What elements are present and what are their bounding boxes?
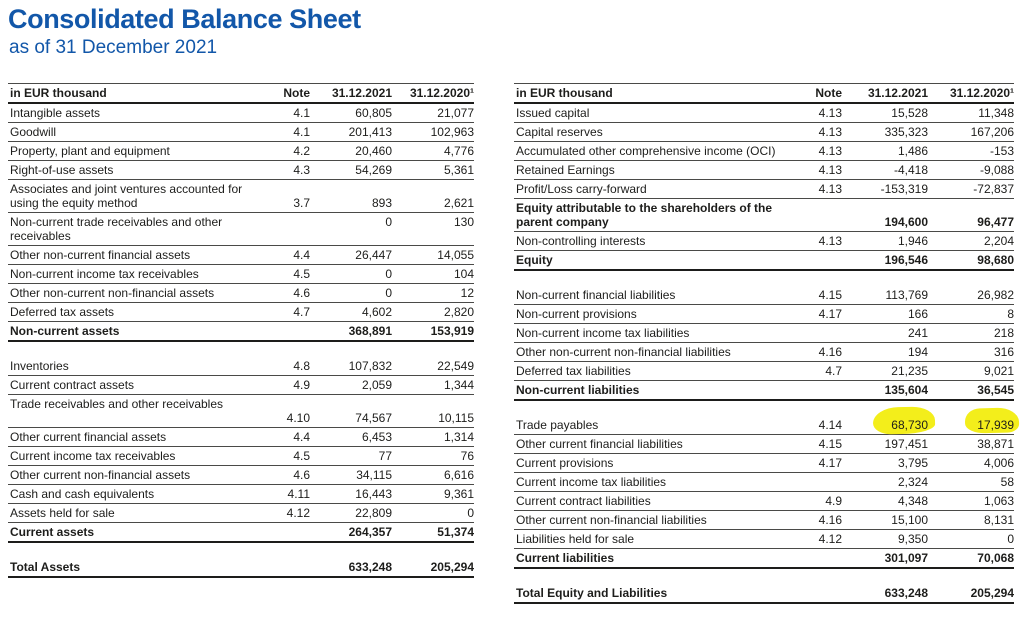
row-value-2021: 15,100 [891,512,928,527]
row-note: 4.14 [818,417,842,432]
row-note: 4.13 [818,181,842,196]
table-row [8,142,474,161]
col-header-2021: 31.12.2021 [867,85,928,100]
row-note: 4.13 [818,124,842,139]
row-value-2021: 60,805 [355,105,392,120]
table-section-gap [514,271,1014,286]
row-value-2021: 241 [907,325,928,340]
table-row [8,303,474,322]
row-value-2021: 2,059 [361,377,392,392]
table-section-gap [514,401,1014,416]
table-row [8,161,474,180]
table-row [8,376,474,395]
row-value-2020: 104 [453,266,474,281]
row-note: 4.1 [293,124,310,139]
row-note: 4.13 [818,233,842,248]
row-label: Non-current financial liabilities [516,287,676,302]
row-note: 4.4 [293,247,310,262]
row-value-2021: 113,769 [885,287,928,302]
table-row [514,104,1014,123]
row-label: Right-of-use assets [10,162,114,177]
row-value-2020: 21,077 [437,105,474,120]
equity-liabilities-table [514,83,1014,604]
table-row [8,180,474,213]
row-value-2021: 194,600 [884,214,928,229]
row-note: 4.11 [287,486,310,501]
col-header-label: in EUR thousand [10,85,107,100]
table-section-gap [514,569,1014,584]
table-row [514,324,1014,343]
row-value-2021: 54,269 [355,162,392,177]
table-row [8,284,474,303]
row-label: Associates and joint ventures accounted for using the equity method [10,181,243,210]
table-row [514,511,1014,530]
row-note: 4.13 [818,162,842,177]
row-value-2020: 130 [453,214,474,229]
row-value-2020: 96,477 [977,214,1014,229]
row-label: Total Equity and Liabilities [516,585,668,600]
row-value-2020: 316 [993,344,1014,359]
row-label: Current liabilities [516,550,615,565]
row-value-2021: 6,453 [361,429,392,444]
row-value-2020: 70,068 [977,550,1014,565]
row-note: 4.13 [818,105,842,120]
row-value-2021: 20,460 [355,143,392,158]
row-note: 4.17 [818,306,842,321]
row-note: 4.9 [825,493,842,508]
row-note: 4.12 [286,505,310,520]
table-row [8,447,474,466]
row-value-2020: 0 [467,505,474,520]
row-value-2021: 9,350 [897,531,928,546]
row-value-2021: 0 [385,266,392,281]
row-value-2021: 16,443 [355,486,392,501]
row-label: Current income tax liabilities [516,474,667,489]
table-header-row [8,83,474,104]
total-row [514,251,1014,271]
table-row [514,123,1014,142]
table-row [514,454,1014,473]
row-note: 4.13 [818,143,842,158]
row-value-2020: 102,963 [430,124,474,139]
row-label: Non-current provisions [516,306,637,321]
row-value-2021: 633,248 [884,585,928,600]
row-value-2020: -9,088 [979,162,1014,177]
total-row [514,584,1014,604]
table-row [514,305,1014,324]
row-note: 4.5 [293,448,310,463]
row-label: Equity attributable to the shareholders of the parent company [516,200,773,229]
row-value-2020: 2,204 [983,233,1014,248]
row-value-2020: 167,206 [970,124,1014,139]
table-row [514,343,1014,362]
table-section-gap [8,543,474,558]
row-label: Non-current trade receivables and other receivables [10,214,223,243]
row-value-2020 [928,418,1014,432]
row-note: 4.9 [293,377,310,392]
row-value-2020: 8,131 [983,512,1014,527]
row-label: Other non-current financial assets [10,247,191,262]
two-column-layout [8,83,1014,604]
row-value-2020: 98,680 [977,252,1014,267]
row-value-2021: 264,357 [348,524,392,539]
row-value-2020: 6,616 [443,467,474,482]
row-value-2020: 1,314 [443,429,474,444]
row-value-2021: -4,418 [893,162,928,177]
row-label: Other current non-financial liabilities [516,512,707,527]
row-value-2021: -153,319 [880,181,928,196]
table-row [8,213,474,246]
row-value-2020: 153,919 [430,323,474,338]
row-value-2020: 58 [1000,474,1014,489]
row-value-2020: 2,621 [443,195,474,210]
row-value-2020: 205,294 [970,585,1014,600]
row-value-2020: 10,115 [438,410,474,425]
table-row [514,180,1014,199]
row-note: 4.15 [818,287,842,302]
row-label: Assets held for sale [10,505,115,520]
table-row [8,123,474,142]
row-label: Other current financial liabilities [516,436,683,451]
total-row [8,558,474,578]
row-label: Non-current income tax receivables [10,266,199,281]
row-value-2020: 218 [993,325,1014,340]
row-value-2020: 22,549 [437,358,474,373]
row-value-2021: 15,528 [891,105,928,120]
row-label: Current contract assets [10,377,135,392]
table-row [514,286,1014,305]
table-row [8,265,474,284]
table-row [514,362,1014,381]
row-label: Issued capital [516,105,590,120]
row-label: Non-controlling interests [516,233,646,248]
row-note: 4.7 [293,304,310,319]
row-value-2021: 22,809 [355,505,392,520]
row-note: 4.5 [293,266,310,281]
row-note: 4.10 [286,410,310,425]
table-row [514,161,1014,180]
row-value-2020: 26,982 [977,287,1014,302]
row-label: Equity [516,252,553,267]
row-value-2020: -153 [989,143,1014,158]
row-label: Current provisions [516,455,614,470]
row-label: Total Assets [10,559,81,574]
highlight-mark: 17,939 [977,417,1014,432]
row-value-2020: 11,348 [978,105,1014,120]
row-label: Trade payables [516,417,599,432]
row-label: Inventories [10,358,69,373]
row-note: 4.17 [818,455,842,470]
table-row [514,492,1014,511]
row-value-2021: 301,097 [884,550,928,565]
row-label: Other non-current non-financial liabilities [516,344,731,359]
row-value-2021: 135,604 [884,382,928,397]
total-row [514,549,1014,569]
row-label: Other non-current non-financial assets [10,285,215,300]
row-value-2021: 107,832 [348,358,392,373]
row-value-2021: 196,546 [884,252,928,267]
row-value-2021: 1,946 [897,233,928,248]
row-value-2020: 51,374 [437,524,474,539]
row-value-2021: 4,602 [361,304,392,319]
row-value-2020: 4,776 [443,143,474,158]
row-value-2021: 368,891 [348,323,392,338]
row-value-2021: 74,567 [355,410,392,425]
row-value-2021: 166 [907,306,928,321]
row-value-2021: 3,795 [897,455,928,470]
row-label: Non-current assets [10,323,120,338]
row-value-2020: 14,055 [437,247,474,262]
row-note: 4.8 [293,358,310,373]
row-value-2020: 0 [1007,531,1014,546]
row-note: 4.12 [818,531,842,546]
row-value-2020: 9,021 [983,363,1014,378]
row-label: Current income tax receivables [10,448,176,463]
table-section-gap [8,342,474,357]
table-row [8,104,474,123]
row-label: Non-current liabilities [516,382,640,397]
row-value-2020: 4,006 [983,455,1014,470]
row-label: Other current financial assets [10,429,167,444]
row-label: Non-current income tax liabilities [516,325,690,340]
table-row [8,504,474,523]
col-header-2020: 31.12.2020¹ [409,85,474,100]
row-value-2021: 21,235 [891,363,928,378]
row-note: 4.1 [293,105,310,120]
row-value-2020: 36,545 [977,382,1014,397]
row-value-2020: 38,871 [977,436,1014,451]
row-value-2021: 1,486 [897,143,928,158]
table-row [8,246,474,265]
row-note: 4.15 [818,436,842,451]
col-header-2020: 31.12.2020¹ [949,85,1014,100]
row-value-2021: 26,447 [355,247,392,262]
row-value-2020: 9,361 [443,486,474,501]
row-value-2021: 0 [385,214,392,229]
total-row [514,199,1014,232]
table-row [514,416,1014,435]
table-row [8,357,474,376]
col-header-note: Note [283,85,310,100]
page-subtitle: as of 31 December 2021 [9,36,218,58]
row-label: Intangible assets [10,105,101,120]
total-row [8,523,474,543]
table-row [514,232,1014,251]
row-value-2020: -72,837 [973,181,1014,196]
row-label: Property, plant and equipment [10,143,170,158]
row-value-2020: 8 [1007,306,1014,321]
row-note: 4.16 [818,344,842,359]
row-label: Goodwill [10,124,57,139]
table-row [514,530,1014,549]
col-header-note: Note [815,85,842,100]
row-label: Deferred tax liabilities [516,363,631,378]
row-label: Profit/Loss carry-forward [516,181,647,196]
row-value-2021: 4,348 [897,493,928,508]
row-label: Accumulated other comprehensive income (OCI) [516,143,776,158]
row-value-2021: 201,413 [348,124,392,139]
table-row [514,435,1014,454]
row-note: 4.2 [293,143,310,158]
col-header-2021: 31.12.2021 [331,85,392,100]
row-value-2020: 76 [460,448,474,463]
row-value-2021: 2,324 [897,474,928,489]
row-note: 4.3 [293,162,310,177]
row-value-2021 [842,418,928,432]
row-label: Liabilities held for sale [516,531,635,546]
row-label: Current assets [10,524,95,539]
row-value-2021: 0 [385,285,392,300]
row-value-2021: 77 [378,448,392,463]
row-note: 4.6 [293,467,310,482]
table-row [514,473,1014,492]
row-label: Current contract liabilities [516,493,651,508]
row-note: 3.7 [293,195,310,210]
row-label: Capital reserves [516,124,603,139]
row-value-2020: 1,344 [443,377,474,392]
assets-table [8,83,474,604]
row-value-2020: 1,063 [983,493,1014,508]
row-note: 4.16 [818,512,842,527]
page-title: Consolidated Balance Sheet [8,4,361,34]
row-note: 4.4 [293,429,310,444]
row-value-2021: 194 [907,344,928,359]
row-value-2020: 5,361 [443,162,474,177]
row-value-2021: 335,323 [884,124,928,139]
table-row [8,485,474,504]
row-label: Cash and cash equivalents [10,486,155,501]
table-header-row [514,83,1014,104]
row-note: 4.7 [825,363,842,378]
row-value-2020: 205,294 [430,559,474,574]
row-value-2021: 197,451 [884,436,928,451]
highlight-mark: 68,730 [891,417,928,432]
table-row [8,466,474,485]
table-row [8,428,474,447]
row-label: Retained Earnings [516,162,615,177]
table-row [514,142,1014,161]
row-value-2021: 893 [371,195,392,210]
row-label: Deferred tax assets [10,304,115,319]
total-row [8,322,474,342]
row-value-2021: 34,115 [356,467,392,482]
row-label: Other current non-financial assets [10,467,191,482]
row-value-2020: 2,820 [443,304,474,319]
row-label: Trade receivables and other receivables [10,396,224,411]
row-value-2020: 12 [460,285,474,300]
total-row [514,381,1014,401]
table-row [8,395,474,428]
col-header-label: in EUR thousand [516,85,613,100]
row-value-2021: 633,248 [348,559,392,574]
row-note: 4.6 [293,285,310,300]
